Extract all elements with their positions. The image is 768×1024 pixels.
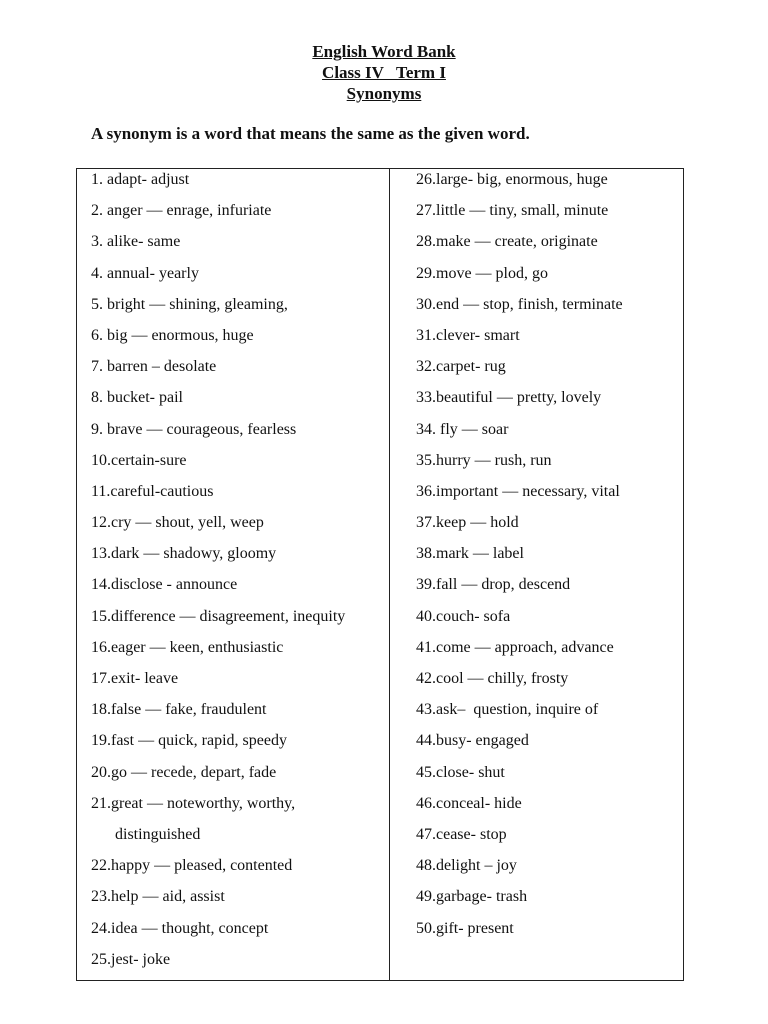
list-item: 33.beautiful — pretty, lovely [416,389,602,407]
list-item: 30.end — stop, finish, terminate [416,295,623,313]
list-item: 7. barren – desolate [91,358,217,376]
list-item: 22.happy — pleased, contented [91,857,293,875]
list-item: 38.mark — label [416,545,524,563]
page-subtitle: Synonyms [346,84,422,103]
page-title: English Word Bank [312,42,456,61]
list-item: 27.little — tiny, small, minute [416,202,609,220]
class-term-heading: Class IV Term I [322,63,446,82]
list-item: 35.hurry — rush, run [416,451,552,469]
list-item: 17.exit- leave [91,670,179,687]
list-item: 50.gift- present [416,919,514,937]
list-item: 15.difference — disagreement, inequity [91,607,346,625]
list-item: 34. fly — soar [416,420,509,438]
list-item: 16.eager — keen, enthusiastic [91,638,284,656]
list-item: 49.garbage- trash [416,888,528,906]
list-item: 42.cool — chilly, frosty [416,670,569,687]
list-item: 29.move — plod, go [416,264,548,282]
right-column [416,170,678,950]
list-item-line: 21.great — noteworthy, worthy, [91,794,296,812]
list-item: 20.go — recede, depart, fade [91,763,277,781]
list-item: 37.keep — hold [416,514,519,532]
list-item: 43.ask– question, inquire of [416,701,599,719]
list-item: 19.fast — quick, rapid, speedy [91,732,287,750]
column-divider [389,169,390,980]
list-item-continuation: distinguished [115,825,201,843]
list-item: 24.idea — thought, concept [91,919,269,937]
list-item: 48.delight – joy [416,857,517,875]
list-item: 28.make — create, originate [416,233,598,251]
list-item: 11.careful-cautious [91,482,214,500]
synonym-table [76,168,684,981]
list-item: 9. brave — courageous, fearless [91,420,297,438]
list-item: 18.false — fake, fraudulent [91,701,267,719]
list-item: 44.busy- engaged [416,732,529,750]
list-item: 14.disclose - announce [91,576,238,594]
list-item: 12.cry — shout, yell, weep [91,514,264,532]
list-item: 1. adapt- adjust [91,171,190,188]
list-item: 32.carpet- rug [416,358,506,376]
list-item: 6. big — enormous, huge [91,326,254,344]
list-item: 41.come — approach, advance [416,638,614,656]
list-item: 4. annual- yearly [91,264,199,282]
list-item: 10.certain-sure [91,451,187,469]
list-item: 46.conceal- hide [416,794,522,812]
list-item: 5. bright — shining, gleaming, [91,295,288,313]
list-item: 25.jest- joke [91,950,171,968]
list-item: 39.fall — drop, descend [416,576,571,594]
list-item: 47.cease- stop [416,825,507,843]
list-item: 31.clever- smart [416,326,520,344]
intro-text: A synonym is a word that means the same as the given word. [91,124,530,143]
list-item: 36.important — necessary, vital [416,482,620,500]
list-item: 8. bucket- pail [91,389,183,407]
list-item: 13.dark — shadowy, gloomy [91,545,277,563]
list-item: 23.help — aid, assist [91,888,225,906]
list-item [91,794,387,856]
left-column [91,170,387,981]
list-item: 3. alike- same [91,233,181,251]
list-item: 40.couch- sofa [416,607,511,625]
list-item: 2. anger — enrage, infuriate [91,202,272,220]
list-item: 26.large- big, enormous, huge [416,171,608,188]
list-item: 45.close- shut [416,763,505,781]
